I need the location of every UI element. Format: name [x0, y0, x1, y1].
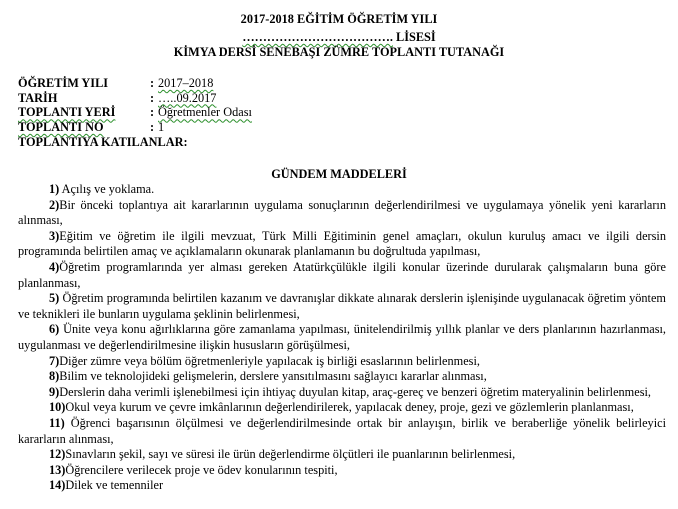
agenda-item-text: Ünite veya konu ağırlıklarına göre zamanlama yapılması, ünitelendirilmiş yıllık planlar ve ders planlarının hazırlanması, uygulanması ve değerlendirilmesine ilişkin hususların görüşülmesi, [18, 322, 666, 352]
info-value-location: Öğretmenler Odası [158, 105, 252, 120]
agenda-item [18, 182, 666, 198]
info-label: TOPLANTI YERİ [18, 105, 116, 120]
agenda-item-text: Bir önceki toplantıya ait kararlarının uygulama sonuçlarının değerlendirilmesi ve uygulamaya yönelik yeni kararların alınması, [18, 197, 666, 228]
agenda-item-text: Sınavların şekil, sayı ve süresi ile ürün değerlendirme ölçütleri ile puanlarının belirlenmesi, [65, 447, 516, 462]
info-colon: : [150, 120, 155, 135]
info-value-meeting-number: 1 [158, 120, 165, 135]
header-school-line [0, 30, 678, 46]
info-value-academic-year: 2017–2018 [158, 76, 214, 90]
agenda-item [18, 400, 666, 416]
agenda-item-number: 2) [49, 197, 60, 212]
agenda-item-text: Açılış ve yoklama. [59, 182, 155, 196]
agenda-item [18, 416, 666, 447]
agenda-item-text: Eğitim ve öğretim ile ilgili mevzuat, Türk Milli Eğitiminin genel amaçları, okulun kuruluş amacı ve ilgili dersin programında belirtilen amaç ve açıklamaların okunarak planlamanın bu doğrultuda yapılması, [18, 228, 666, 259]
agenda-item [18, 385, 666, 401]
info-row-location [18, 105, 252, 120]
info-label: ÖĞRETİM YILI [18, 76, 109, 90]
agenda-item-number: 11) [49, 415, 65, 430]
info-colon: : [150, 105, 155, 120]
info-colon: : [150, 76, 155, 90]
agenda-item [18, 354, 666, 370]
agenda-item-number: 5) [49, 291, 60, 306]
header-year-title: 2017-2018 EĞİTİM ÖĞRETİM YILI [240, 12, 438, 26]
agenda-item [18, 369, 666, 385]
agenda-item-text: Derslerin daha verimli işlenebilmesi için ihtiyaç duyulan kitap, araç-gereç ve benzeri öğretim materyalinin belirlenmesi, [59, 384, 651, 399]
meeting-info [18, 76, 252, 149]
info-label-attendees: TOPLANTIYA KATILANLAR: [18, 134, 188, 149]
agenda-item-number: 14) [49, 478, 66, 493]
info-label: TOPLANTI NO [18, 120, 104, 135]
info-label: TARİH [18, 90, 58, 105]
info-colon: : [150, 90, 155, 105]
info-row-attendees [18, 135, 188, 150]
document-title: KİMYA DERSİ SENEBAŞI ZÜMRE TOPLANTI TUTANAĞI [173, 45, 505, 59]
agenda-item-text: Öğrenci başarısının ölçülmesi ve değerlendirilmesinde ortak bir anlayışın, birlik ve beraberliğe yönelik belirleyici kararların alınması, [18, 415, 666, 446]
agenda-item-text: Dilek ve temenniler [65, 478, 164, 493]
agenda-item-number: 6) [49, 322, 60, 337]
agenda-item-number: 4) [49, 259, 60, 274]
agenda-item-text: Öğretim programlarında yer alması gereken Atatürkçülükle ilgili konular üzerinde durularak çalışmaların buna göre planlanması, [18, 259, 666, 290]
agenda-item-number: 1) [49, 182, 60, 196]
agenda-item-number: 8) [49, 369, 60, 384]
agenda-item-text: Öğrencilere verilecek proje ve ödev konularının tespiti, [65, 462, 338, 477]
info-row-date [18, 90, 217, 106]
school-suffix: LİSESİ [392, 30, 436, 44]
info-row-meeting-number [18, 120, 188, 135]
agenda-item-number: 3) [49, 228, 60, 243]
agenda-item-number: 9) [49, 384, 60, 399]
agenda-item [18, 478, 666, 494]
agenda-item-text: Diğer zümre veya bölüm öğretmenleriyle yapılacak iş birliği esaslarının belirlenmesi, [59, 353, 480, 368]
agenda-item [18, 198, 666, 229]
info-value-date: …..09.2017 [158, 90, 217, 105]
agenda-item-number: 10) [49, 400, 66, 415]
agenda-item-number: 13) [49, 462, 66, 477]
agenda-title: GÜNDEM MADDELERİ [271, 167, 407, 181]
agenda-item-number: 7) [49, 353, 60, 368]
agenda-item-text: Bilim ve teknolojideki gelişmelerin, derslere yansıtılmasını sağlayıcı kararlar alınması, [59, 369, 487, 384]
agenda-item [18, 260, 666, 291]
agenda-item [18, 447, 666, 463]
agenda-item [18, 463, 666, 479]
agenda-item-number: 12) [49, 447, 66, 462]
school-name-placeholder: ………………………………. [242, 30, 393, 44]
agenda-item-text: Öğretim programında belirtilen kazanım ve davranışlar dikkate alınarak derslerin işlenişinde uygulanacak öğretim yöntem ve teknikleri ile bunların uygulama şeklinin belirlenmesi, [18, 291, 666, 321]
agenda-item [18, 229, 666, 260]
agenda-item-text: Okul veya kurum ve çevre imkânlarının değerlendirilerek, yapılacak deney, proje, gezi ve gözlemlerin planlanması, [65, 400, 634, 415]
agenda-item [18, 322, 666, 353]
info-row-academic-year [18, 76, 214, 91]
agenda-list [18, 182, 666, 494]
agenda-item [18, 291, 666, 322]
